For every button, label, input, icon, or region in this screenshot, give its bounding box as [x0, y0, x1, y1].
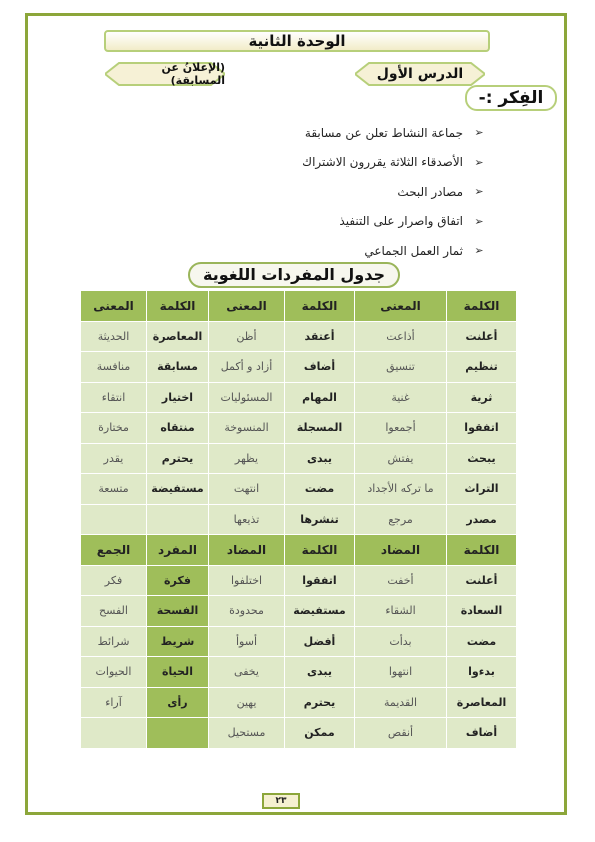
- table-cell: فكر: [81, 565, 147, 596]
- table-cell: انتهت: [209, 474, 285, 505]
- table-cell: محدودة: [209, 596, 285, 627]
- column-header: المضاد: [355, 535, 447, 566]
- table-cell: اتفقوا: [285, 565, 355, 596]
- page-number: ٢٣: [262, 793, 300, 809]
- table-cell: [81, 504, 147, 535]
- idea-text: الأصدقاء الثلاثة يقررون الاشتراك: [302, 155, 463, 170]
- column-header: الكلمة: [285, 535, 355, 566]
- table-row: [81, 474, 517, 505]
- table-cell: فكرة: [147, 565, 209, 596]
- lesson-title: الدرس الأول: [376, 66, 464, 82]
- table-cell: أظن: [209, 321, 285, 352]
- column-header: الكلمة: [147, 291, 209, 322]
- table-cell: الفسح: [81, 596, 147, 627]
- table-cell: أسوأ: [209, 626, 285, 657]
- table-cell: مختارة: [81, 413, 147, 444]
- lesson-subject-badge: [105, 62, 225, 86]
- table-cell: أنقص: [355, 718, 447, 749]
- table-cell: المسئوليات: [209, 382, 285, 413]
- lesson-title-badge: [355, 62, 485, 86]
- arrow-bullet-icon: ➢: [474, 155, 484, 169]
- table-cell: الحديثة: [81, 321, 147, 352]
- table-cell: أفضل: [285, 626, 355, 657]
- table-cell: منافسة: [81, 352, 147, 383]
- table-cell: منتقاه: [147, 413, 209, 444]
- arrow-bullet-icon: ➢: [474, 214, 484, 228]
- ideas-heading: الفِكر :-: [465, 85, 557, 111]
- table-cell: ثرية: [447, 382, 517, 413]
- table-cell: مستفيضة: [285, 596, 355, 627]
- table-cell: المنسوخة: [209, 413, 285, 444]
- table-cell: انتهوا: [355, 657, 447, 688]
- idea-text: ثمار العمل الجماعي: [364, 243, 463, 258]
- table-cell: تنسيق: [355, 352, 447, 383]
- idea-text: جماعة النشاط تعلن عن مسابقة: [304, 125, 463, 140]
- table-cell: أعلنت: [447, 565, 517, 596]
- arrow-bullet-icon: ➢: [474, 126, 484, 140]
- list-item: [302, 177, 485, 207]
- table-cell: متسعة: [81, 474, 147, 505]
- table-row: [81, 626, 517, 657]
- table-cell: يخفى: [209, 657, 285, 688]
- table-row: [81, 443, 517, 474]
- idea-text: اتفاق واصرار على التنفيذ: [339, 214, 463, 229]
- table-cell: الحيوات: [81, 657, 147, 688]
- list-item: [302, 118, 485, 148]
- table-cell: السعادة: [447, 596, 517, 627]
- table-cell: ما تركه الأجداد: [355, 474, 447, 505]
- column-header: المعنى: [81, 291, 147, 322]
- column-header: المعنى: [355, 291, 447, 322]
- table-cell: أضاف: [285, 352, 355, 383]
- arrow-bullet-icon: ➢: [474, 244, 484, 258]
- table-cell: يبدى: [285, 443, 355, 474]
- table-cell: مضت: [285, 474, 355, 505]
- ideas-list: [302, 118, 485, 266]
- column-header: المعنى: [209, 291, 285, 322]
- table-cell: ممكن: [285, 718, 355, 749]
- table-cell: بدءوا: [447, 657, 517, 688]
- table-row: [81, 687, 517, 718]
- table-cell: أزاد و أكمل: [209, 352, 285, 383]
- column-header: الكلمة: [447, 535, 517, 566]
- idea-text: مصادر البحث: [397, 184, 463, 199]
- table-row: [81, 596, 517, 627]
- table-row: [81, 504, 517, 535]
- table-cell: [147, 718, 209, 749]
- column-header: المفرد: [147, 535, 209, 566]
- table-cell: مصدر: [447, 504, 517, 535]
- table-cell: آراء: [81, 687, 147, 718]
- table-row: [81, 657, 517, 688]
- table-cell: مستحيل: [209, 718, 285, 749]
- table-cell: تنشرها: [285, 504, 355, 535]
- vocab-table-title: جدول المفردات اللغوية: [188, 262, 400, 288]
- table-cell: الفسحة: [147, 596, 209, 627]
- table-cell: [81, 718, 147, 749]
- table-row: [81, 352, 517, 383]
- table-cell: المسجلة: [285, 413, 355, 444]
- table-row: [81, 718, 517, 749]
- table-cell: رأى: [147, 687, 209, 718]
- column-header: الكلمة: [447, 291, 517, 322]
- table-cell: القديمة: [355, 687, 447, 718]
- table-cell: يحترم: [147, 443, 209, 474]
- table-cell: مضت: [447, 626, 517, 657]
- table-cell: أضاف: [447, 718, 517, 749]
- table-header-row: [81, 535, 517, 566]
- list-item: [302, 148, 485, 178]
- table-cell: اتفقوا: [447, 413, 517, 444]
- table-cell: يحترم: [285, 687, 355, 718]
- table-cell: الحياة: [147, 657, 209, 688]
- table-cell: تنظيم: [447, 352, 517, 383]
- table-cell: أخفت: [355, 565, 447, 596]
- table-cell: المعاصرة: [147, 321, 209, 352]
- table-cell: اختلفوا: [209, 565, 285, 596]
- table-cell: مرجع: [355, 504, 447, 535]
- table-cell: يظهر: [209, 443, 285, 474]
- table-row: [81, 565, 517, 596]
- table-cell: التراث: [447, 474, 517, 505]
- column-header: الكلمة: [285, 291, 355, 322]
- lesson-subject: (الإعلانُ عن المسابقة): [161, 61, 225, 87]
- table-cell: يهين: [209, 687, 285, 718]
- table-cell: أعلنت: [447, 321, 517, 352]
- column-header: المضاد: [209, 535, 285, 566]
- table-cell: بدأت: [355, 626, 447, 657]
- vocabulary-table: [80, 290, 517, 749]
- table-cell: أذاعت: [355, 321, 447, 352]
- table-cell: يبدى: [285, 657, 355, 688]
- table-row: [81, 321, 517, 352]
- table-cell: غنية: [355, 382, 447, 413]
- table-cell: انتقاء: [81, 382, 147, 413]
- table-cell: الشقاء: [355, 596, 447, 627]
- table-cell: المهام: [285, 382, 355, 413]
- list-item: [302, 207, 485, 237]
- table-cell: أعتقد: [285, 321, 355, 352]
- table-cell: أجمعوا: [355, 413, 447, 444]
- arrow-bullet-icon: ➢: [474, 185, 484, 199]
- table-cell: مستفيضة: [147, 474, 209, 505]
- table-cell: تذيعها: [209, 504, 285, 535]
- column-header: الجمع: [81, 535, 147, 566]
- table-cell: شرائط: [81, 626, 147, 657]
- table-cell: يقدر: [81, 443, 147, 474]
- table-header-row: [81, 291, 517, 322]
- table-row: [81, 413, 517, 444]
- table-cell: [147, 504, 209, 535]
- table-row: [81, 382, 517, 413]
- table-cell: المعاصرة: [447, 687, 517, 718]
- table-cell: اختيار: [147, 382, 209, 413]
- table-cell: يبحث: [447, 443, 517, 474]
- table-cell: مسابقة: [147, 352, 209, 383]
- unit-title: الوحدة الثانية: [104, 30, 490, 52]
- table-cell: يفتش: [355, 443, 447, 474]
- table-cell: شريط: [147, 626, 209, 657]
